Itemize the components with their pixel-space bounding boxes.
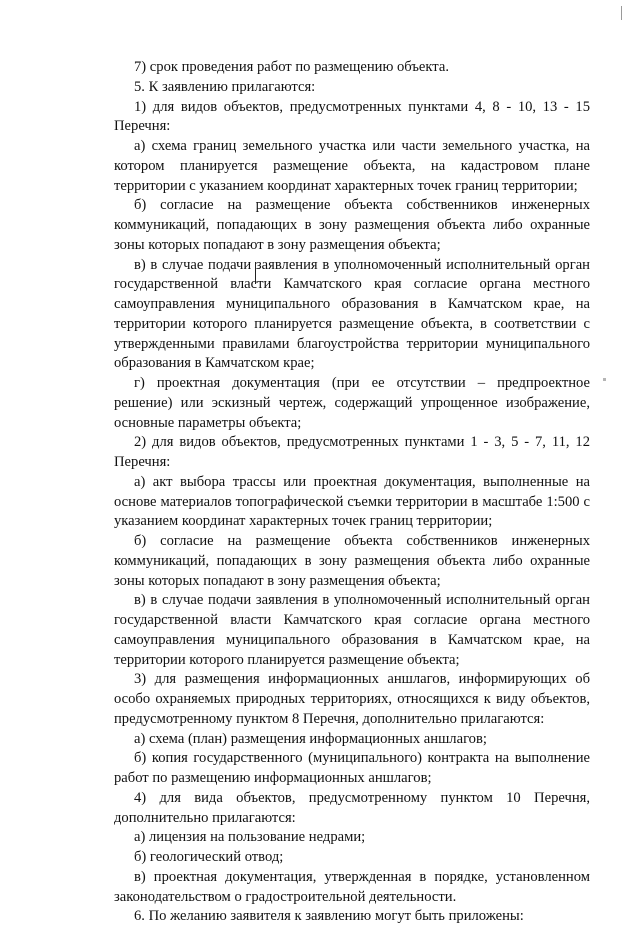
paragraph-4a: а) лицензия на пользование недрами; xyxy=(134,829,366,846)
paragraph-3b: б) копия государственного (муниципального) контракта на выполнение работ по размещению информационных аншлагов; xyxy=(114,750,590,786)
paragraph-2a: а) акт выбора трассы или проектная документация, выполненные на основе материалов топографической съемки территории в масштабе 1:500 с указанием координат характерных точек границ территории; xyxy=(114,473,590,530)
paragraph-2b: б) согласие на размещение объекта собственников инженерных коммуникаций, попадающих в зону размещения объекта либо охранные зоны которых попадают в зону размещения объекта; xyxy=(114,533,590,589)
paragraph-2v: в) в случае подачи заявления в уполномоченный исполнительный орган государственной власти Камчатского края согласие органа местного самоуправления муниципального образования в Камчатском крае, на территории которого планируется размещение объекта; xyxy=(114,592,590,668)
paragraph-4b: б) геологический отвод; xyxy=(134,849,284,865)
scan-dust-dot xyxy=(603,378,606,381)
paragraph-3a: а) схема (план) размещения информационных аншлагов; xyxy=(134,730,487,747)
paragraph-1v: в) в случае подачи заявления в уполномоченный исполнительный орган государственной власти Камчатского края согласие органа местного самоуправления муниципального образования в Камчатском крае, на территории которого планируется размещение объекта, в соответствии с утвержденными правилами благоустройства территории муниципального образования в Камчатском крае; xyxy=(114,256,590,372)
paragraph-sub-3: 3) для размещения информационных аншлагов, информирующих об особо охраняемых природных территориях, относящихся к виду объектов, предусмотренному пунктом 8 Перечня, дополнительно прилагаются: xyxy=(114,671,590,727)
paragraph-term: 7) срок проведения работ по размещению объекта. xyxy=(134,59,449,75)
paragraph-sub-2: 2) для видов объектов, предусмотренных пунктами 1 - 3, 5 - 7, 11, 12 Перечня: xyxy=(114,434,590,470)
paragraph-item-6: 6. По желанию заявителя к заявлению могут быть приложены: xyxy=(134,908,524,925)
paragraph-sub-4: 4) для вида объектов, предусмотренному пунктом 10 Перечня, дополнительно прилагаются: xyxy=(114,789,590,826)
paragraph-1g: г) проектная документация (при ее отсутствии – предпроектное решение) или эскизный чертеж, содержащий упрощенное изображение, основные параметры объекта; xyxy=(114,375,590,431)
scan-corner-mark xyxy=(621,6,626,20)
paragraph-4v: в) проектная документация, утвержденная в порядке, установленном законодательством о градостроительной деятельности. xyxy=(114,868,590,905)
paragraph-1a: а) схема границ земельного участка или части земельного участка, на котором планируется размещение объекта, на кадастровом плане территории с указанием координат характерных точек границ территории; xyxy=(114,138,590,194)
paragraph-item-5: 5. К заявлению прилагаются: xyxy=(134,78,316,95)
paragraph-sub-1: 1) для видов объектов, предусмотренных пунктами 4, 8 - 10, 13 - 15 Перечня: xyxy=(114,98,590,135)
document-body xyxy=(114,58,590,927)
paragraph-1b: б) согласие на размещение объекта собственников инженерных коммуникаций, попадающих в зону размещения объекта либо охранные зоны которых попадают в зону размещения объекта; xyxy=(114,197,590,253)
